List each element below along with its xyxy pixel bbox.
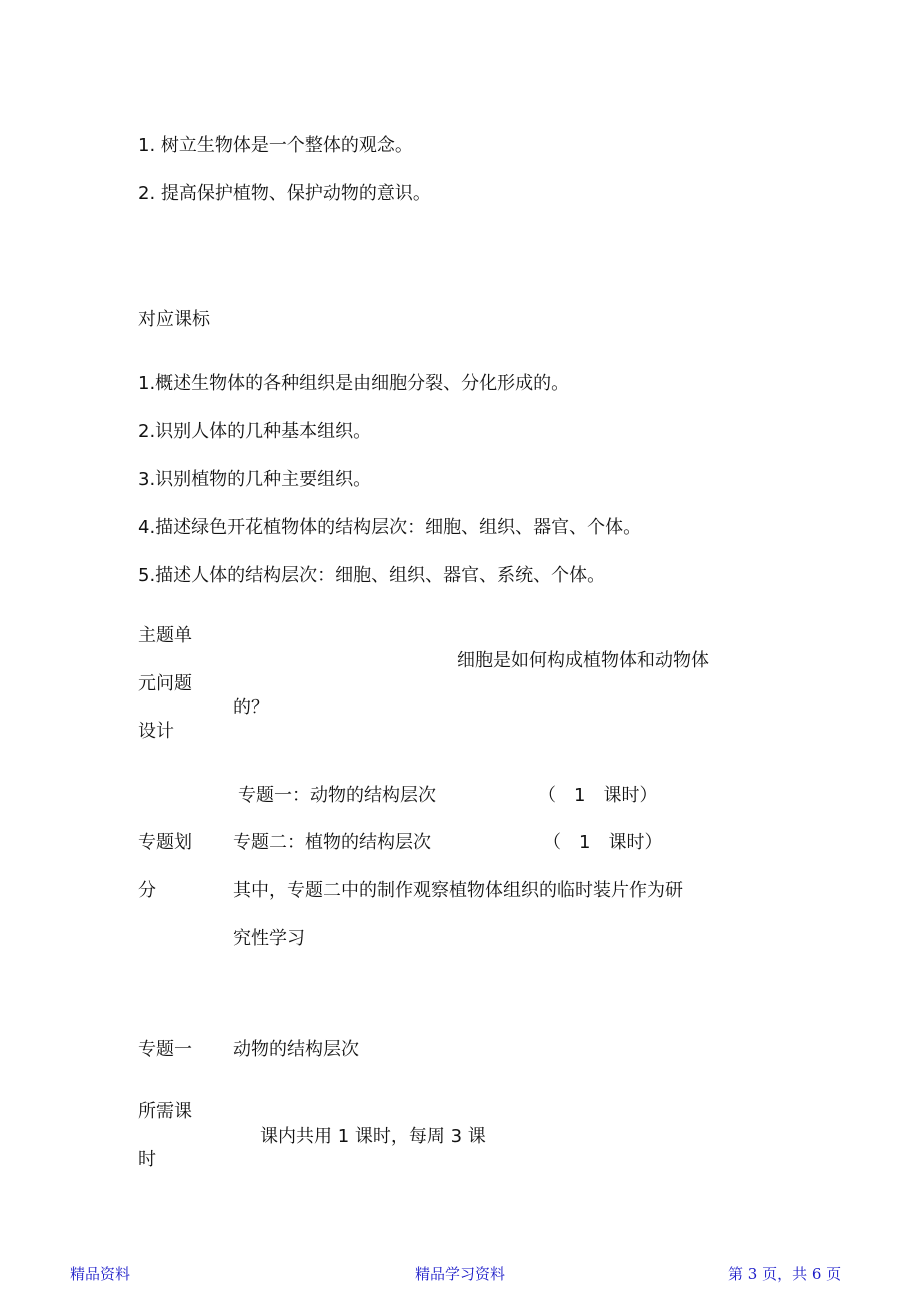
standard-item: 3.识别植物的几种主要组织。	[138, 469, 372, 490]
hours-text: 课内共用 1 课时，每周 3 课	[260, 1126, 486, 1147]
standards-heading: 对应课标	[138, 309, 210, 330]
footer-center: 精品学习资料	[415, 1265, 506, 1283]
standard-item: 5.描述人体的结构层次：细胞、组织、器官、系统、个体。	[138, 565, 606, 586]
question-text: 细胞是如何构成植物体和动物体	[457, 650, 709, 671]
hours-label: 时	[138, 1149, 156, 1170]
topic-one-title: 动物的结构层次	[233, 1039, 359, 1060]
standard-item: 2.识别人体的几种基本组织。	[138, 421, 372, 442]
topic-two-hours: （ 1 课时）	[543, 832, 663, 853]
standard-item: 4.描述绿色开花植物体的结构层次：细胞、组织、器官、个体。	[138, 517, 642, 538]
question-label: 主题单	[138, 625, 192, 646]
hours-label: 所需课	[138, 1101, 192, 1122]
question-text: 的？	[233, 697, 269, 718]
goal-item: 2. 提高保护植物、保护动物的意识。	[138, 183, 431, 204]
standard-item: 1.概述生物体的各种组织是由细胞分裂、分化形成的。	[138, 373, 570, 394]
footer-page-number: 第 3 页，共 6 页	[728, 1265, 842, 1283]
topic-one-hours: （ 1 课时）	[538, 785, 658, 806]
division-note: 其中，专题二中的制作观察植物体组织的临时装片作为研	[233, 880, 683, 901]
question-label: 设计	[138, 721, 174, 742]
division-label: 分	[138, 880, 156, 901]
topic-one-line: 专题一：动物的结构层次	[238, 785, 436, 806]
goal-item: 1. 树立生物体是一个整体的观念。	[138, 135, 413, 156]
question-label: 元问题	[138, 673, 192, 694]
footer-left: 精品资料	[70, 1265, 131, 1283]
topic-two-line: 专题二：植物的结构层次	[233, 832, 431, 853]
division-label: 专题划	[138, 832, 192, 853]
topic-one-label: 专题一	[138, 1039, 192, 1060]
division-note: 究性学习	[233, 928, 305, 949]
